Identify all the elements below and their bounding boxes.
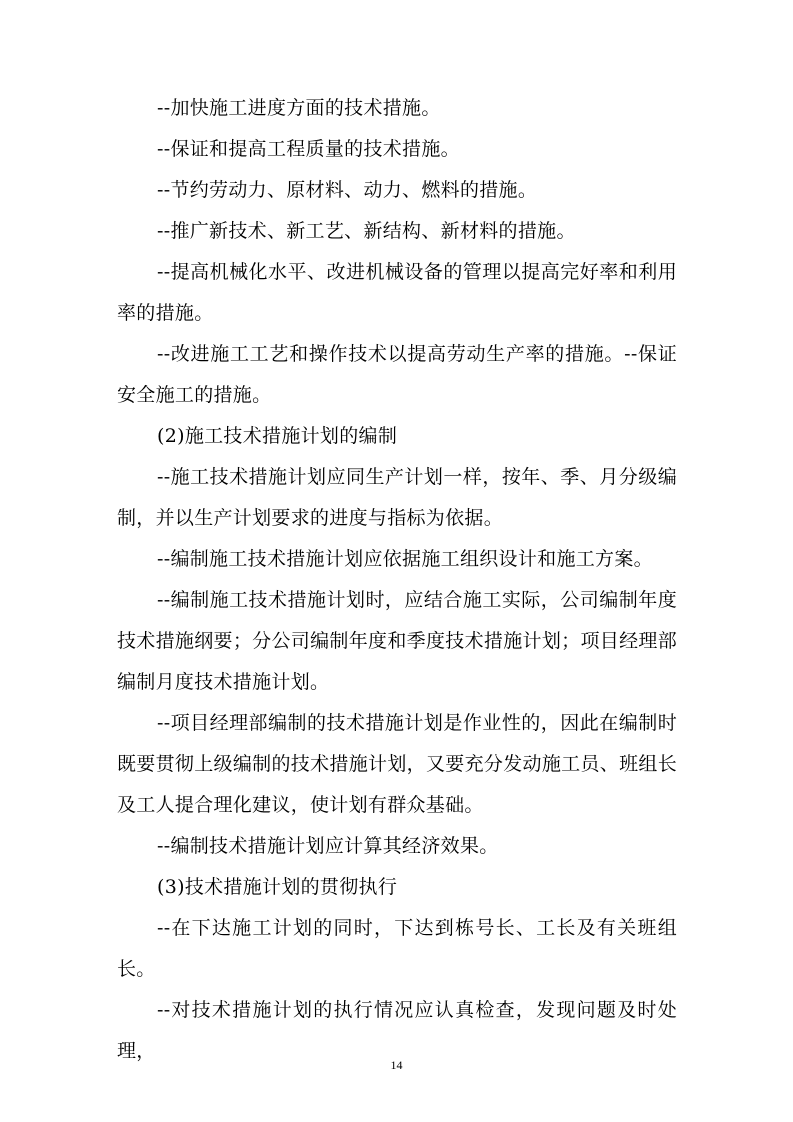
paragraph-13: --对技术措施计划的执行情况应认真检查，发现问题及时处理，	[117, 999, 677, 1062]
paragraph-2: --保证和提高工程质量的技术措施。	[157, 138, 460, 160]
paragraph-6: --改进施工工艺和操作技术以提高劳动生产率的措施。--保证安全施工的措施。	[117, 343, 677, 406]
paragraph-12: --在下达施工计划的同时，下达到栋号长、工长及有关班组长。	[117, 917, 677, 980]
paragraph-3: --节约劳动力、原材料、动力、燃料的措施。	[157, 179, 538, 201]
paragraph-11: --编制技术措施计划应计算其经济效果。	[157, 835, 499, 857]
paragraph-5: --提高机械化水平、改进机械设备的管理以提高完好率和利用率的措施。	[117, 261, 677, 324]
paragraph-7: --施工技术措施计划应同生产计划一样，按年、季、月分级编制，并以生产计划要求的进度与指标为依据。	[117, 466, 677, 529]
page-number: 14	[390, 1058, 403, 1072]
paragraph-1: --加快施工进度方面的技术措施。	[157, 97, 441, 119]
paragraph-4: --推广新技术、新工艺、新结构、新材料的措施。	[157, 220, 576, 242]
paragraph-10: --项目经理部编制的技术措施计划是作业性的，因此在编制时既要贯彻上级编制的技术措施计划，又要充分发动施工员、班组长及工人提合理化建议，使计划有群众基础。	[117, 712, 677, 816]
paragraph-9: --编制施工技术措施计划时，应结合施工实际，公司编制年度技术措施纲要；分公司编制年度和季度技术措施计划；项目经理部编制月度技术措施计划。	[117, 589, 677, 693]
section-heading-3: (3)技术措施计划的贯彻执行	[157, 876, 398, 898]
section-heading-2: (2)施工技术措施计划的编制	[157, 425, 398, 447]
document-body	[117, 88, 677, 1072]
paragraph-8: --编制施工技术措施计划应依据施工组织设计和施工方案。	[157, 548, 653, 570]
